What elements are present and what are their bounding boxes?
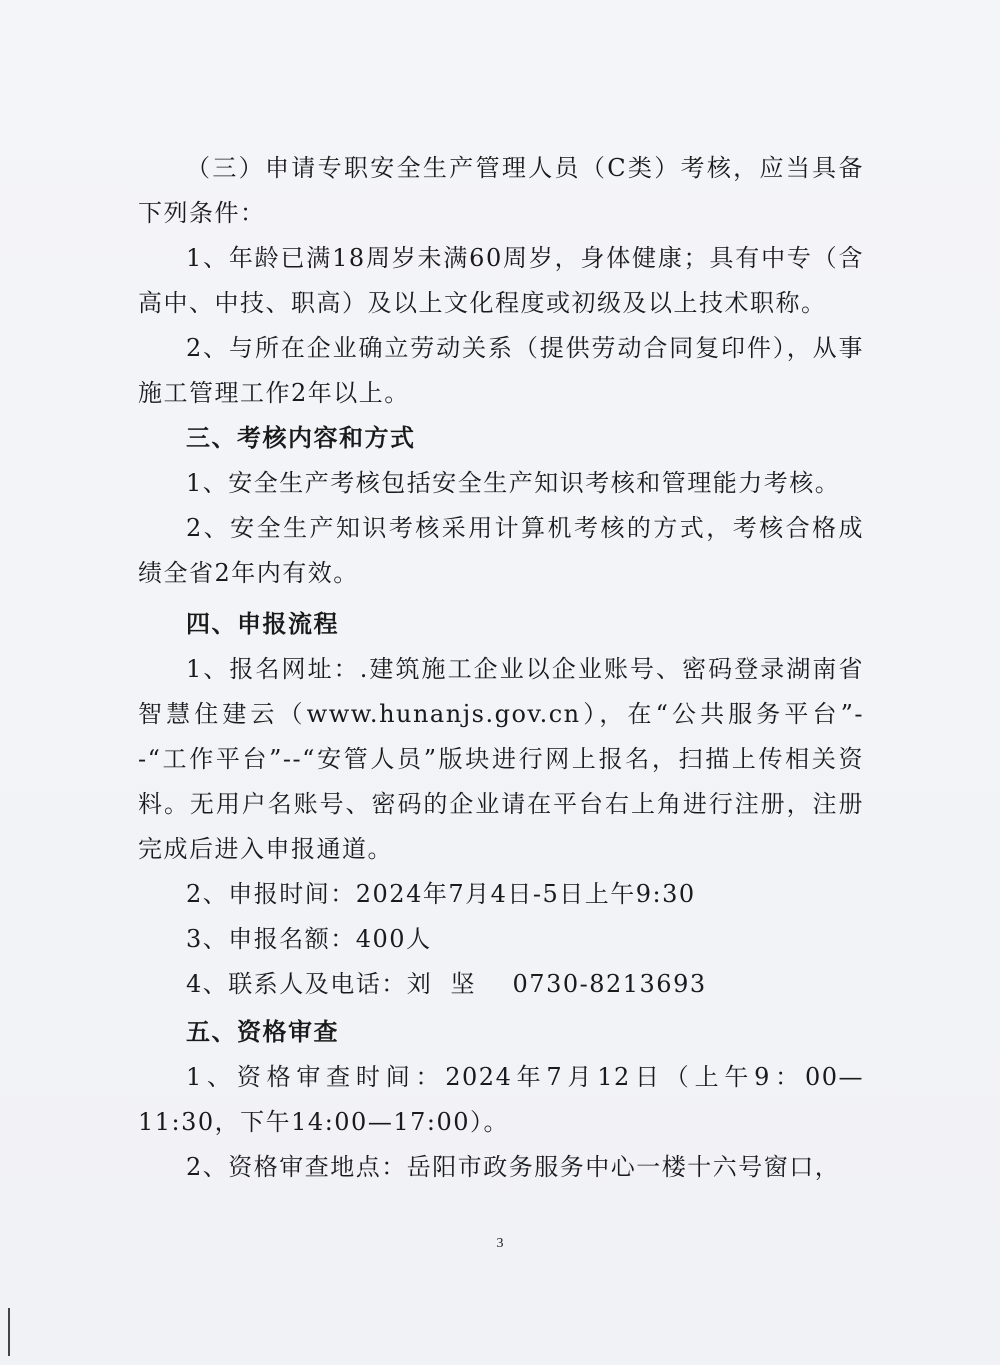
section-3-item-1: 1、安全生产考核包括安全生产知识考核和管理能力考核。 — [186, 469, 841, 497]
section-4-item-1: 1、报名网址：.建筑施工企业以企业账号、密码登录湖南省智慧住建云（www.hunanjs.gov.cn），在“公共服务平台”--“工作平台”--“安管人员”版块进行网上报名，扫描上传相关资料。无用户名账号、密码的企业请在平台右上角进行注册，注册完成后进入申报通道。 — [138, 655, 864, 863]
section-4-heading: 四、申报流程 — [186, 610, 339, 638]
section-5-item-2: 2、资格审查地点：岳阳市政务服务中心一楼十六号窗口， — [186, 1153, 841, 1181]
section-3-item-2: 2、安全生产知识考核采用计算机考核的方式，考核合格成绩全省2年内有效。 — [138, 514, 864, 587]
section-c-intro: （三）申请专职安全生产管理人员（C类）考核，应当具备下列条件： — [138, 154, 864, 227]
section-4-item-3: 3、申报名额：400人 — [186, 925, 432, 953]
page-number: 3 — [496, 1236, 504, 1251]
section-5-heading: 五、资格审查 — [186, 1018, 339, 1046]
section-5-item-1: 1、资格审查时间：2024年7月12日（上午9：00—11:30，下午14:00—17:00）。 — [138, 1063, 864, 1136]
section-c-item-2: 2、与所在企业确立劳动关系（提供劳动合同复印件），从事施工管理工作2年以上。 — [138, 334, 864, 407]
scan-edge-mark — [8, 1308, 10, 1356]
section-c-item-1: 1、年龄已满18周岁未满60周岁，身体健康；具有中专（含高中、中技、职高）及以上文化程度或初级及以上技术职称。 — [138, 244, 864, 317]
section-4-item-2: 2、申报时间：2024年7月4日-5日上午9:30 — [186, 880, 696, 908]
section-4-item-4: 4、联系人及电话：刘 坚 0730-8213693 — [186, 970, 707, 998]
section-3-heading: 三、考核内容和方式 — [186, 424, 416, 452]
